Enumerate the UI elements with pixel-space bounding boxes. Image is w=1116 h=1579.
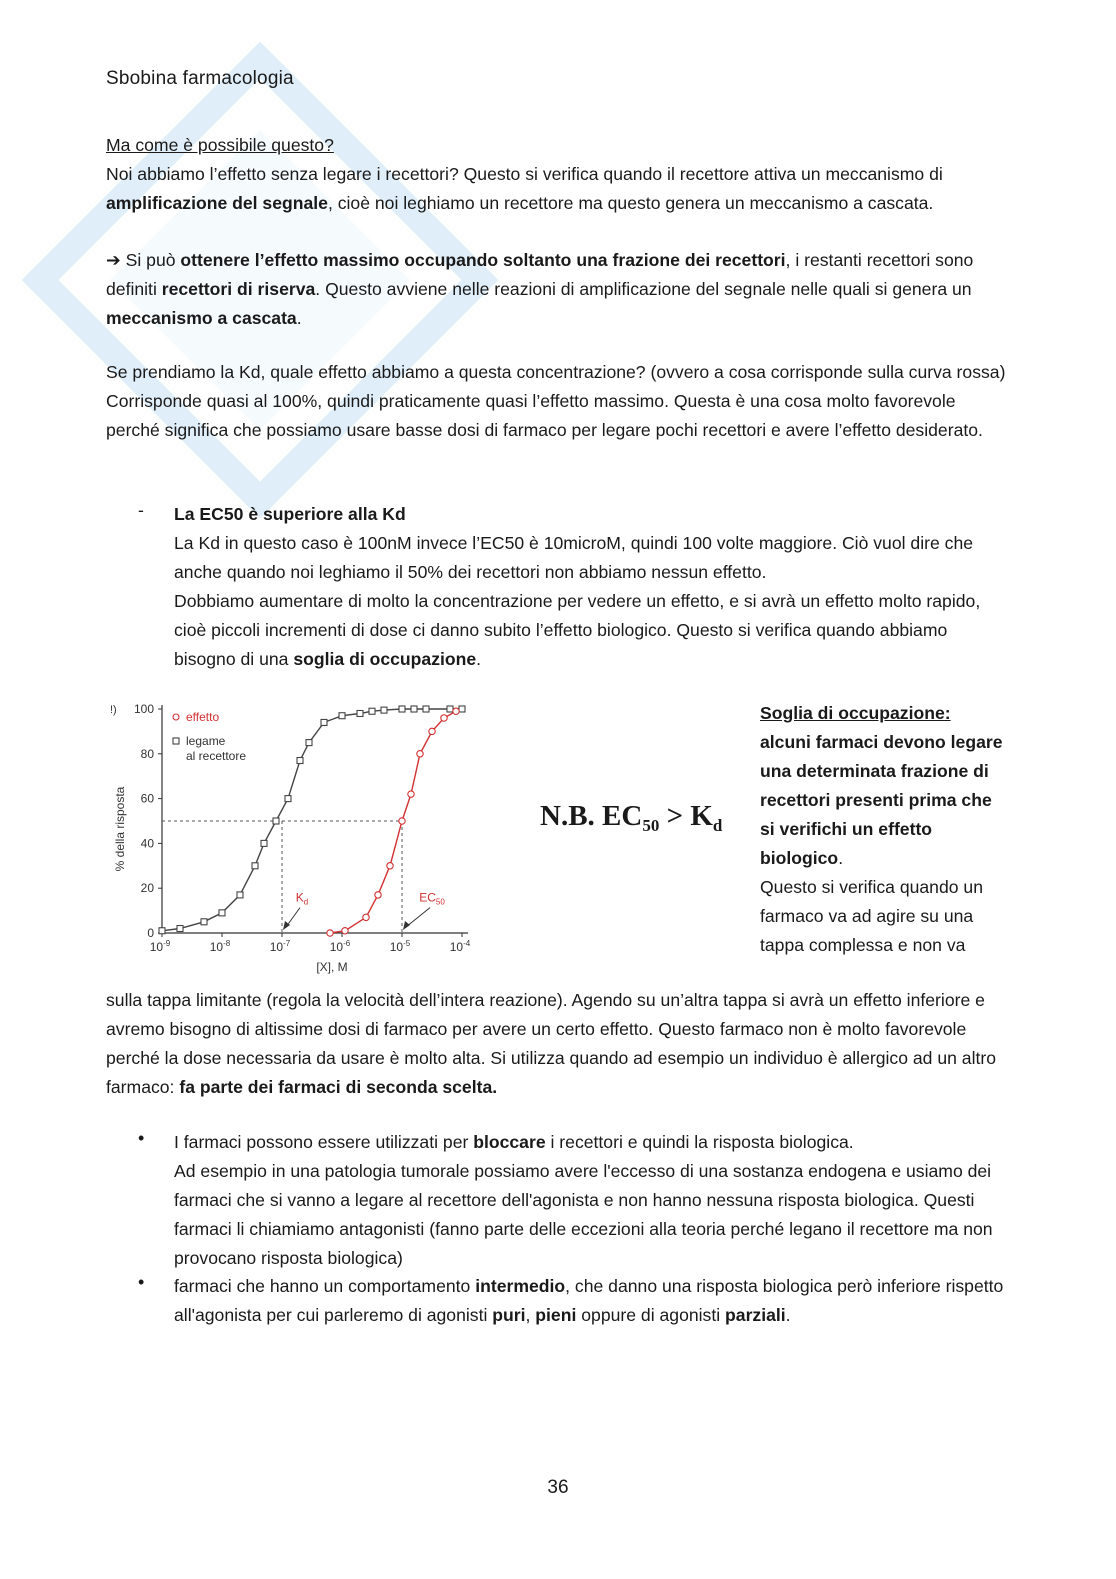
data-point-effect <box>387 863 393 869</box>
data-point-binding <box>306 740 312 746</box>
data-point-binding <box>219 910 225 916</box>
legend-label-binding: legame <box>186 734 226 748</box>
x-tick-label: $10^{-9}$ <box>149 939 171 954</box>
x-tick-label: $10^{-5}$ <box>389 939 411 954</box>
data-point-binding <box>159 928 165 934</box>
x-tick-label: $10^{-6}$ <box>329 939 351 954</box>
y-axis-prefix: !) <box>110 704 117 716</box>
y-axis-title: % della risposta <box>113 786 127 872</box>
annotation-label: $K_d$ <box>295 890 309 907</box>
x-axis-title: [X], M <box>316 960 348 974</box>
data-point-effect <box>342 928 348 934</box>
data-point-binding <box>252 863 258 869</box>
data-point-binding <box>177 926 183 932</box>
data-point-effect <box>363 914 369 920</box>
paragraph-second-choice: sulla tappa limitante (regola la velocità dell’intera reazione). Agendo su un’altra tappa si avrà un effetto inferiore e avremo bisogno di altissime dosi di farmaco per avere un certo effetto. Questo farmaco non è molto favorevole perché la dose necessaria da usare è molto alta. Si utilizza quando ad esempio un individuo è allergico ad un altro farmaco: fa parte dei farmaci di seconda scelta. <box>106 990 997 1097</box>
y-tick-label: 40 <box>140 836 154 851</box>
arrow-head-icon <box>403 921 410 930</box>
y-tick-label: 60 <box>140 791 154 806</box>
data-point-binding <box>411 706 417 712</box>
arrow-icon: ➔ Si può <box>106 250 181 270</box>
nb-ec50-greater-kd: N.B. $EC_{50} > K_d$ <box>540 800 723 835</box>
paragraph-spare-receptors: ➔ Si può ottenere l’effetto massimo occupando soltanto una frazione dei recettori, i restanti recettori sono definiti recettori di riserva. Questo avviene nelle reazioni di amplificazione del segnale nelle quali si genera un meccanismo a cascata. <box>106 250 974 328</box>
data-point-effect <box>417 751 423 757</box>
data-point-effect <box>441 715 447 721</box>
data-point-binding <box>447 706 453 712</box>
y-tick-label: 100 <box>133 702 154 716</box>
data-point-binding <box>399 706 405 712</box>
annotation-arrow <box>406 908 430 927</box>
paragraph-kd-effect: Se prendiamo la Kd, quale effetto abbiamo a questa concentrazione? (ovvero a cosa corrisponde sulla curva rossa) Corrisponde quasi al 100%, quindi praticamente quasi l’effetto massimo. Questa è una cosa molto favorevole perché significa che possiamo usare basse dosi di farmaco per legare pochi recettori e avere l’effetto desiderato. <box>106 362 1006 440</box>
side-title: Soglia di occupazione: <box>760 703 951 723</box>
data-point-effect <box>453 708 459 714</box>
bullet-icon: • <box>138 1272 145 1292</box>
data-point-binding <box>357 710 363 716</box>
data-point-binding <box>237 892 243 898</box>
x-tick-label: $10^{-7}$ <box>269 939 291 954</box>
data-point-effect <box>399 818 405 824</box>
data-point-effect <box>408 791 414 797</box>
bullet-partial-agonists: farmaci che hanno un comportamento intermedio, che danno una risposta biologica però inferiore rispetto all'agonista per cui parleremo di agonisti puri, pieni oppure di agonisti parziali. <box>174 1276 1004 1325</box>
data-point-binding <box>297 758 303 764</box>
data-point-binding <box>459 706 465 712</box>
data-point-binding <box>273 818 279 824</box>
legend-marker-binding <box>173 738 179 744</box>
ec50-section: La EC50 è superiore alla Kd La Kd in questo caso è 100nM invece l’EC50 è 10microM, quindi 100 volte maggiore. Ciò vuol dire che anche quando noi leghiamo il 50% dei recettori non abbiamo nessun effetto. Dobbiamo aumentare di molto la concentrazione per vedere un effetto, e si avrà un effetto molto rapido, cioè piccoli incrementi di dose ci danno subito l’effetto biologico. Questo si verifica quando abbiamo bisogno di una soglia di occupazione. <box>174 504 981 669</box>
data-point-binding <box>423 706 429 712</box>
legend-marker-effect <box>173 714 179 720</box>
data-point-binding <box>285 796 291 802</box>
y-tick-label: 0 <box>147 926 154 940</box>
y-tick-label: 20 <box>140 881 154 896</box>
paragraph-amplification: Ma come è possibile questo? Noi abbiamo l’effetto senza legare i recettori? Questo si verifica quando il recettore attiva un meccanismo di amplificazione del segnale, cioè noi leghiamo un recettore ma questo genera un meccanismo a cascata. <box>106 135 943 213</box>
legend-label-binding-line2: al recettore <box>186 749 247 763</box>
dose-response-chart <box>106 695 491 980</box>
data-point-binding <box>339 713 345 719</box>
page-number: 36 <box>547 1477 569 1498</box>
data-point-binding <box>261 840 267 846</box>
sidebar-occupancy-threshold: Soglia di occupazione: alcuni farmaci devono legare una determinata frazione di recettori presenti prima che si verifichi un effetto biologico. Questo si verifica quando un farmaco va ad agire su una tappa complessa e non va <box>760 703 1003 955</box>
page-header: Sbobina farmacologia <box>106 68 294 89</box>
ec50-title: La EC50 è superiore alla Kd <box>174 504 406 524</box>
data-point-binding <box>381 707 387 713</box>
data-point-effect <box>375 892 381 898</box>
bullet-antagonists: I farmaci possono essere utilizzati per bloccare i recettori e quindi la risposta biologica. Ad esempio in una patologia tumorale possiamo avere l'eccesso di una sostanza endogena e usiamo dei farmaci che si vanno a legare al recettore dell'agonista e non hanno nessuna risposta biologica. Questi farmaci li chiamiamo antagonisti (fanno parte delle eccezioni alla teoria perché legano il recettore ma non provocano risposta biologica) <box>174 1132 993 1268</box>
x-tick-label: $10^{-4}$ <box>449 939 471 954</box>
data-point-effect <box>327 930 333 936</box>
legend-label-effect: effetto <box>186 710 220 724</box>
bullet-icon: • <box>138 1128 145 1148</box>
question-heading: Ma come è possibile questo? <box>106 135 334 155</box>
x-tick-label: $10^{-8}$ <box>209 939 231 954</box>
list-dash: - <box>138 500 144 520</box>
data-point-binding <box>201 919 207 925</box>
data-point-binding <box>369 708 375 714</box>
data-point-binding <box>321 719 327 725</box>
y-tick-label: 80 <box>140 746 154 761</box>
annotation-label: $EC_{50}$ <box>419 890 445 907</box>
data-point-effect <box>429 728 435 734</box>
